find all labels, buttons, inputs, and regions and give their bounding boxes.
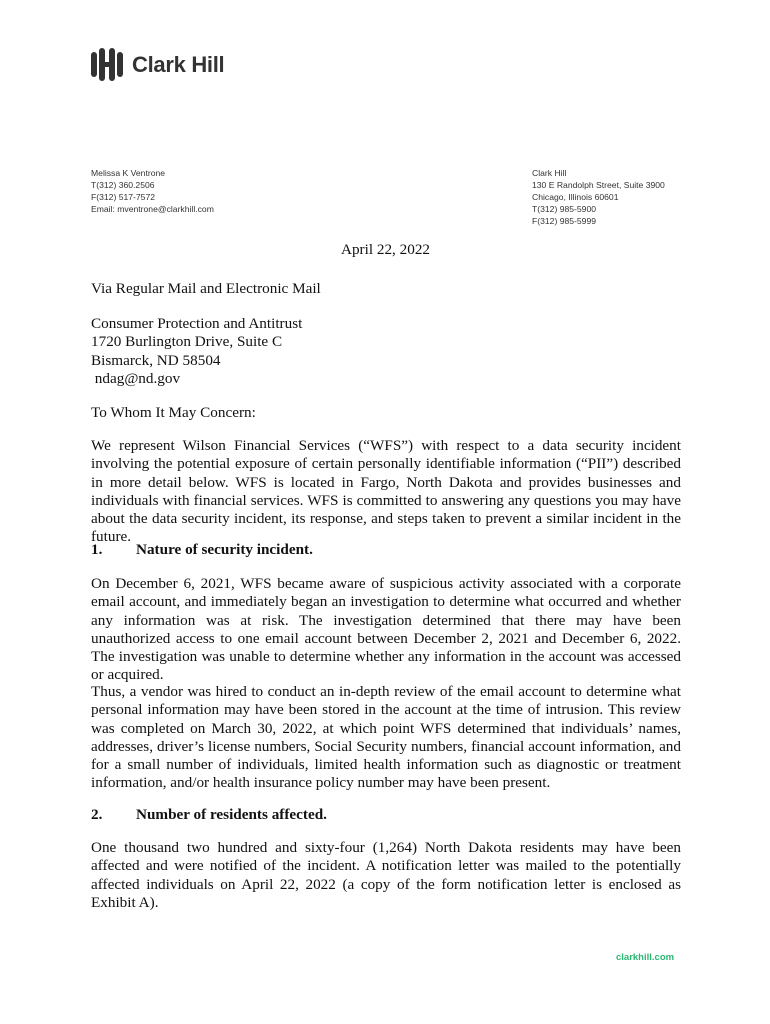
firm-phone: T(312) 985-5900 [532, 204, 597, 214]
sender-contact-block [91, 167, 214, 215]
intro-paragraph: We represent Wilson Financial Services (“WFS”) with respect to a data security incident involving the potential exposure of certain personally identifiable information (“PII”) described in more detail below. WFS is located in Fargo, North Dakota and provides businesses and individuals with financial services. WFS is committed to answering any questions you may have about the data security incident, its response, and steps taken to prevent a similar incident in the future. [91, 437, 681, 546]
section-heading-1 [91, 541, 313, 559]
recipient-email: ndag@nd.gov [91, 369, 181, 387]
section-1-paragraph-1: On December 6, 2021, WFS became aware of suspicious activity associated with a corporate email account, and immediately began an investigation to determine what occurred and whether any information was at risk. The investigation determined that there may have been unauthorized access to one email account between December 2, 2021 and December 6, 2022. The investigation was unable to determine whether any information in the account was accessed or acquired. [91, 575, 681, 684]
section-heading-2 [91, 806, 327, 824]
letterhead-logo [91, 48, 224, 81]
letter-date: April 22, 2022 [341, 241, 431, 258]
sender-name: Melissa K Ventrone [91, 168, 166, 178]
recipient-line3: Bismarck, ND 58504 [91, 351, 221, 369]
section-title: Nature of security incident. [136, 541, 313, 558]
section-title: Number of residents affected. [136, 806, 327, 823]
firm-contact-block [532, 167, 665, 227]
delivery-method: Via Regular Mail and Electronic Mail [91, 280, 321, 297]
section-number: 1. [91, 541, 103, 558]
firm-address-line2: Chicago, Illinois 60601 [532, 192, 619, 202]
clark-hill-logo-icon [91, 48, 123, 81]
salutation: To Whom It May Concern: [91, 404, 256, 421]
footer-website-link[interactable]: clarkhill.com [616, 952, 675, 963]
section-2-paragraph-1: One thousand two hundred and sixty-four (1,264) North Dakota residents may have been affected and were notified of the incident. A notification letter was mailed to the potentially affected individuals on April 22, 2022 (a copy of the form notification letter is enclosed as Exhibit A). [91, 839, 681, 911]
section-number: 2. [91, 806, 103, 823]
section-1-paragraph-2: Thus, a vendor was hired to conduct an in-depth review of the email account to determine what personal information may have been stored in the account at the time of intrusion. This review was completed on March 30, 2022, at which point WFS determined that individuals’ names, addresses, driver’s license numbers, Social Security numbers, financial account information, and for a small number of individuals, limited health information such as diagnostic or treatment information, and/or health insurance policy number may have been present. [91, 683, 681, 792]
firm-name: Clark Hill [532, 168, 567, 178]
recipient-address [91, 315, 681, 388]
recipient-line1: Consumer Protection and Antitrust [91, 315, 303, 332]
sender-phone: T(312) 360.2506 [91, 180, 155, 190]
sender-fax: F(312) 517-7572 [91, 192, 156, 202]
sender-email: Email: mventrone@clarkhill.com [91, 204, 214, 214]
firm-fax: F(312) 985-5999 [532, 216, 597, 226]
logo-wordmark: Clark Hill [132, 51, 225, 77]
firm-address-line1: 130 E Randolph Street, Suite 3900 [532, 180, 665, 190]
recipient-line2: 1720 Burlington Drive, Suite C [91, 333, 283, 351]
